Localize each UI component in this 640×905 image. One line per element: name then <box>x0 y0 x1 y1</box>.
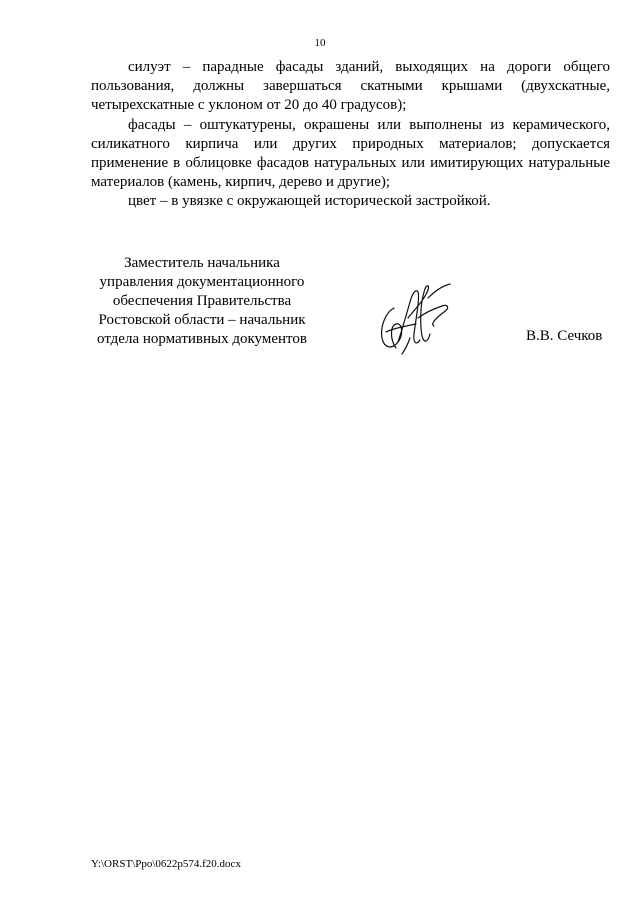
page-number: 10 <box>314 37 326 49</box>
paragraph-color: цвет – в увязке с окружающей исторической застройкой. <box>128 193 491 210</box>
signer-position-line: Ростовской области – начальник <box>98 312 306 328</box>
document-body <box>91 58 610 212</box>
handwritten-signature-icon <box>372 278 462 356</box>
signer-position-line: Заместитель начальника <box>124 255 280 271</box>
signer-name: В.В. Сечков <box>526 328 603 344</box>
paragraph-silhouette: силуэт – парадные фасады зданий, выходящих на дороги общего пользования, должны завершаться скатными крышами (двухскатные, четырехскатные с уклоном от 20 до 40 градусов); <box>91 59 610 114</box>
signer-position-line: отдела нормативных документов <box>97 331 307 347</box>
footer-file-path: Y:\ORST\Ppo\0622p574.f20.docx <box>91 858 241 870</box>
paragraph-facades: фасады – оштукатурены, окрашены или выполнены из керамического, силикатного кирпича или других природных материалов; допускается применение в облицовке фасадов натуральных или имитирующих натуральные материалов (камень, кирпич, дерево и другие); <box>91 116 610 191</box>
signer-position-line: управления документационного <box>99 274 305 290</box>
signer-position-line: обеспечения Правительства <box>112 293 292 309</box>
signer-position <box>92 254 312 349</box>
